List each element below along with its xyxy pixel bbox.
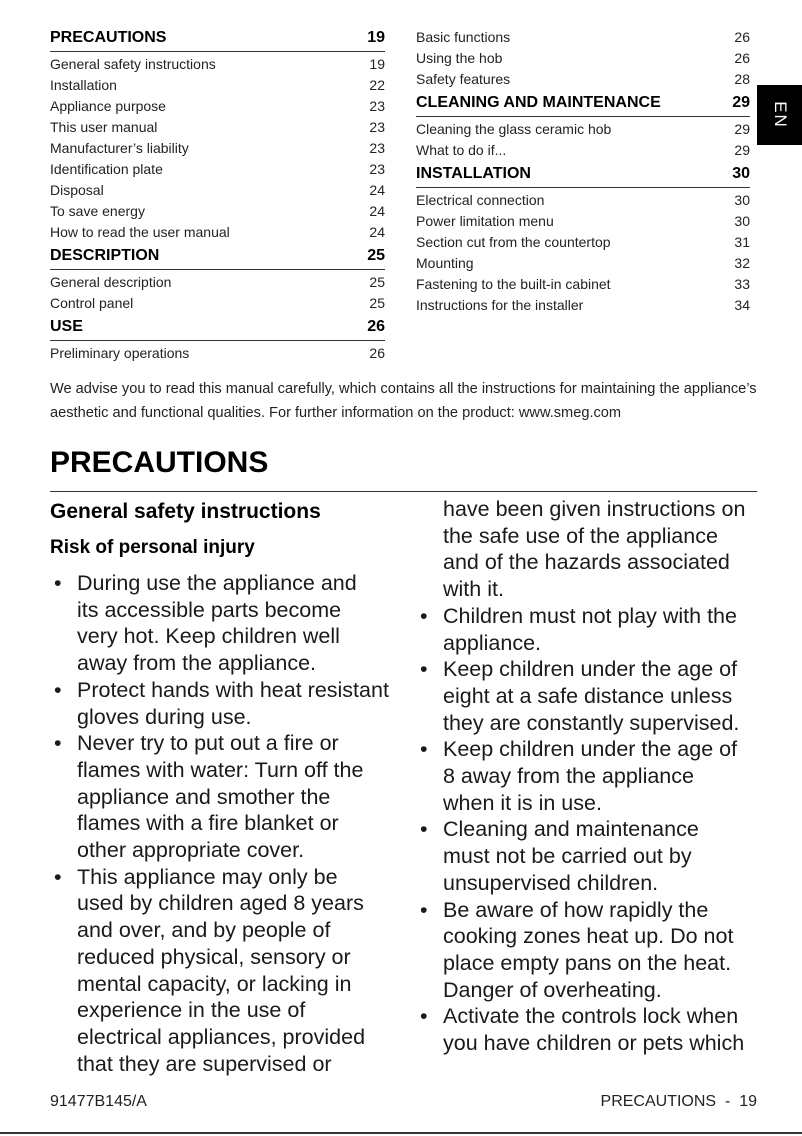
toc-entry[interactable] [50,117,385,138]
toc-label: CLEANING AND MAINTENANCE [416,94,661,111]
page-title: PRECAUTIONS [50,446,269,479]
toc-label: DESCRIPTION [50,247,160,264]
toc-page-number: 19 [369,56,385,72]
toc-entry[interactable] [50,159,385,180]
toc-label: Manufacturer’s liability [50,140,189,156]
list-item [50,677,390,730]
list-item-text: Children must not play with the appliance. [443,603,737,655]
list-item-text: Activate the controls lock when you have children or pets which [443,1004,745,1056]
language-tab [757,85,802,145]
list-item-text: Protect hands with heat resistant gloves during use. [77,677,389,729]
toc-label: Mounting [416,255,474,271]
toc-right-column [416,27,750,316]
intro-paragraph: We advise you to read this manual carefully, which contains all the instructions for maintaining the appliance’s aesthetic and functional qualities. For further information on the product: www.smeg.com [50,381,757,421]
toc-page-number: 19 [367,29,385,46]
bullet-continuation: have been given instructions on the safe use of the appliance and of the hazards associated with it. [443,497,746,602]
document-code: 91477B145/A [50,1093,147,1110]
toc-label: Safety features [416,71,511,87]
toc-page-number: 28 [734,71,750,87]
toc-section-heading[interactable] [416,92,750,117]
toc-page-number: 24 [369,182,385,198]
toc-page-number: 30 [734,192,750,208]
toc-label: Disposal [50,182,104,198]
toc-page-number: 26 [369,345,385,361]
bullet-icon: • [420,603,428,628]
toc-entry[interactable] [416,211,750,232]
toc-label: To save energy [50,203,145,219]
toc-entry[interactable] [416,48,750,69]
toc-label: Preliminary operations [50,345,190,361]
bullet-icon: • [54,677,62,702]
toc-label: USE [50,318,83,335]
title-divider [50,491,757,492]
toc-label: Fastening to the built-in cabinet [416,276,611,292]
toc-label: Instructions for the installer [416,297,584,313]
toc-page-number: 29 [734,121,750,137]
bullet-icon: • [420,1004,428,1029]
bullet-icon: • [420,897,428,922]
toc-page-number: 26 [734,29,750,45]
body-right-column [416,496,756,1057]
toc-entry[interactable] [416,295,750,316]
toc-entry[interactable] [416,119,750,140]
toc-entry[interactable] [416,253,750,274]
toc-section-heading[interactable] [50,245,385,270]
page-number-label: PRECAUTIONS - 19 [600,1093,757,1110]
list-item [416,1003,756,1056]
list-item-text: Cleaning and maintenance must not be carried out by unsupervised children. [443,817,699,895]
toc-section-heading[interactable] [50,27,385,52]
list-item-text: Never try to put out a fire or flames with water: Turn off the appliance and smother the flames with a fire blanket or other appropriate cover. [77,731,364,863]
toc-entry[interactable] [50,180,385,201]
toc-entry[interactable] [50,201,385,222]
toc-page-number: 26 [734,50,750,66]
toc-label: Power limitation menu [416,213,554,229]
toc-page-number: 29 [734,142,750,158]
toc-label: Installation [50,77,117,93]
bullet-icon: • [54,731,62,756]
list-item [50,570,390,677]
toc-label: General safety instructions [50,56,216,72]
toc-label: Cleaning the glass ceramic hob [416,121,612,137]
toc-page-number: 32 [734,255,750,271]
toc-page-number: 33 [734,276,750,292]
bullet-icon: • [420,737,428,762]
toc-entry[interactable] [50,54,385,75]
toc-page-number: 22 [369,77,385,93]
toc-label: Using the hob [416,50,503,66]
toc-label: Appliance purpose [50,98,166,114]
toc-entry[interactable] [416,27,750,48]
toc-section-heading[interactable] [50,316,385,341]
list-item [416,603,756,656]
toc-section-heading[interactable] [416,163,750,188]
toc-page-number: 29 [732,94,750,111]
bullet-icon: • [420,657,428,682]
toc-page-number: 23 [369,140,385,156]
toc-label: What to do if... [416,142,507,158]
toc-page-number: 23 [369,98,385,114]
toc-page-number: 26 [367,318,385,335]
subheading: Risk of personal injury [50,537,255,558]
bullet-icon: • [54,864,62,889]
toc-label: Basic functions [416,29,511,45]
body-left-column [50,496,390,1077]
toc-entry[interactable] [416,190,750,211]
list-item-text: This appliance may only be used by children aged 8 years and over, and by people of reduced physical, sensory or mental capacity, or lacking in experience in the use of electrical appliances, provided that they are supervised or [77,864,366,1076]
language-label: EN [770,101,790,129]
toc-entry[interactable] [50,293,385,314]
toc-page-number: 34 [734,297,750,313]
toc-label: Section cut from the countertop [416,234,611,250]
bullet-icon: • [420,817,428,842]
toc-label: This user manual [50,119,158,135]
toc-page-number: 25 [367,247,385,264]
toc-page-number: 23 [369,119,385,135]
list-item [416,816,756,896]
list-item [416,736,756,816]
list-item-text: During use the appliance and its accessible parts become very hot. Keep children well away from the appliance. [77,571,357,676]
toc-entry[interactable] [416,274,750,295]
bottom-divider [0,1132,802,1134]
toc-page-number: 30 [732,165,750,182]
toc-label: INSTALLATION [416,165,531,182]
toc-label: PRECAUTIONS [50,29,167,46]
list-item-text: Keep children under the age of 8 away from the appliance when it is in use. [443,737,738,815]
toc-entry[interactable] [50,222,385,243]
toc-label: General description [50,274,172,290]
list-item [416,897,756,1004]
toc-left-column [50,27,385,364]
list-item-text: Keep children under the age of eight at a safe distance unless they are constantly supervised. [443,657,740,735]
toc-label: Electrical connection [416,192,545,208]
list-item [416,656,756,736]
toc-label: Identification plate [50,161,163,177]
list-item [50,730,390,864]
toc-entry[interactable] [50,138,385,159]
toc-page-number: 31 [734,234,750,250]
toc-label: Control panel [50,295,134,311]
toc-entry[interactable] [50,343,385,364]
toc-page-number: 25 [369,295,385,311]
bullet-icon: • [54,571,62,595]
toc-entry[interactable] [50,75,385,96]
toc-entry[interactable] [50,272,385,293]
list-item-text: Be aware of how rapidly the cooking zones heat up. Do not place empty pans on the heat. Danger of overheating. [443,897,734,1002]
toc-page-number: 24 [369,203,385,219]
toc-entry[interactable] [416,140,750,161]
toc-entry[interactable] [416,69,750,90]
list-item [50,864,390,1078]
section-heading: General safety instructions [50,500,321,523]
toc-entry[interactable] [416,232,750,253]
toc-page-number: 23 [369,161,385,177]
toc-page-number: 30 [734,213,750,229]
toc-page-number: 24 [369,224,385,240]
toc-entry[interactable] [50,96,385,117]
toc-page-number: 25 [369,274,385,290]
toc-label: How to read the user manual [50,224,230,240]
